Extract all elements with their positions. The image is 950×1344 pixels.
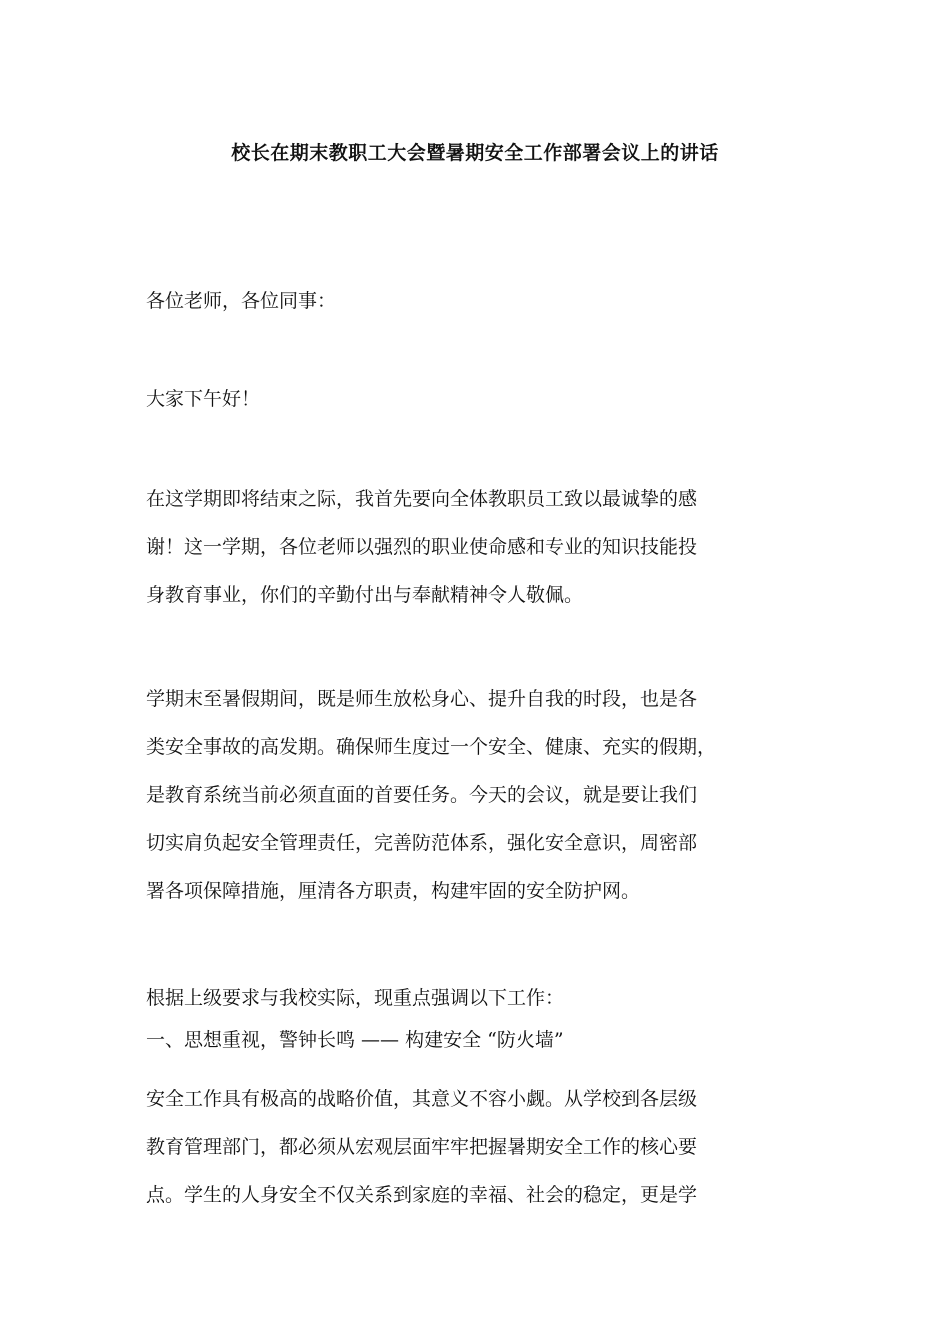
paragraph-strategy — [146, 1075, 826, 1219]
section-heading: 一、思想重视，警钟长鸣 —— 构建安全 “防火墙” — [146, 1029, 564, 1051]
greeting — [146, 375, 826, 423]
paragraph-intro — [146, 977, 826, 1061]
paragraph-line: 在这学期即将结束之际，我首先要向全体教职员工致以最诚挚的感 — [146, 488, 698, 510]
salutation — [146, 277, 826, 325]
greeting-text: 大家下午好！ — [146, 388, 261, 410]
paragraph-line: 切实肩负起安全管理责任，完善防范体系，强化安全意识，周密部 — [146, 832, 698, 854]
paragraph-line: 教育管理部门，都必须从宏观层面牢牢把握暑期安全工作的核心要 — [146, 1136, 698, 1158]
paragraph-safety-period — [146, 675, 826, 915]
salutation-text: 各位老师，各位同事： — [146, 290, 337, 312]
document-title: 校长在期末教职工大会暨暑期安全工作部署会议上的讲话 — [231, 142, 719, 164]
paragraph-line: 点。学生的人身安全不仅关系到家庭的幸福、社会的稳定，更是学 — [146, 1184, 698, 1206]
paragraph-line: 是教育系统当前必须直面的首要任务。今天的会议，就是要让我们 — [146, 784, 698, 806]
intro-text: 根据上级要求与我校实际，现重点强调以下工作： — [146, 987, 565, 1009]
paragraph-thanks — [146, 475, 826, 619]
paragraph-line: 安全工作具有极高的战略价值，其意义不容小觑。从学校到各层级 — [146, 1088, 698, 1110]
paragraph-line: 类安全事故的高发期。确保师生度过一个安全、健康、充实的假期， — [146, 736, 717, 758]
paragraph-line: 身教育事业，你们的辛勤付出与奉献精神令人敬佩。 — [146, 584, 584, 606]
paragraph-line: 谢！这一学期，各位老师以强烈的职业使命感和专业的知识技能投 — [146, 536, 698, 558]
paragraph-line: 学期末至暑假期间，既是师生放松身心、提升自我的时段，也是各 — [146, 688, 698, 710]
paragraph-line: 署各项保障措施，厘清各方职责，构建牢固的安全防护网。 — [146, 880, 641, 902]
